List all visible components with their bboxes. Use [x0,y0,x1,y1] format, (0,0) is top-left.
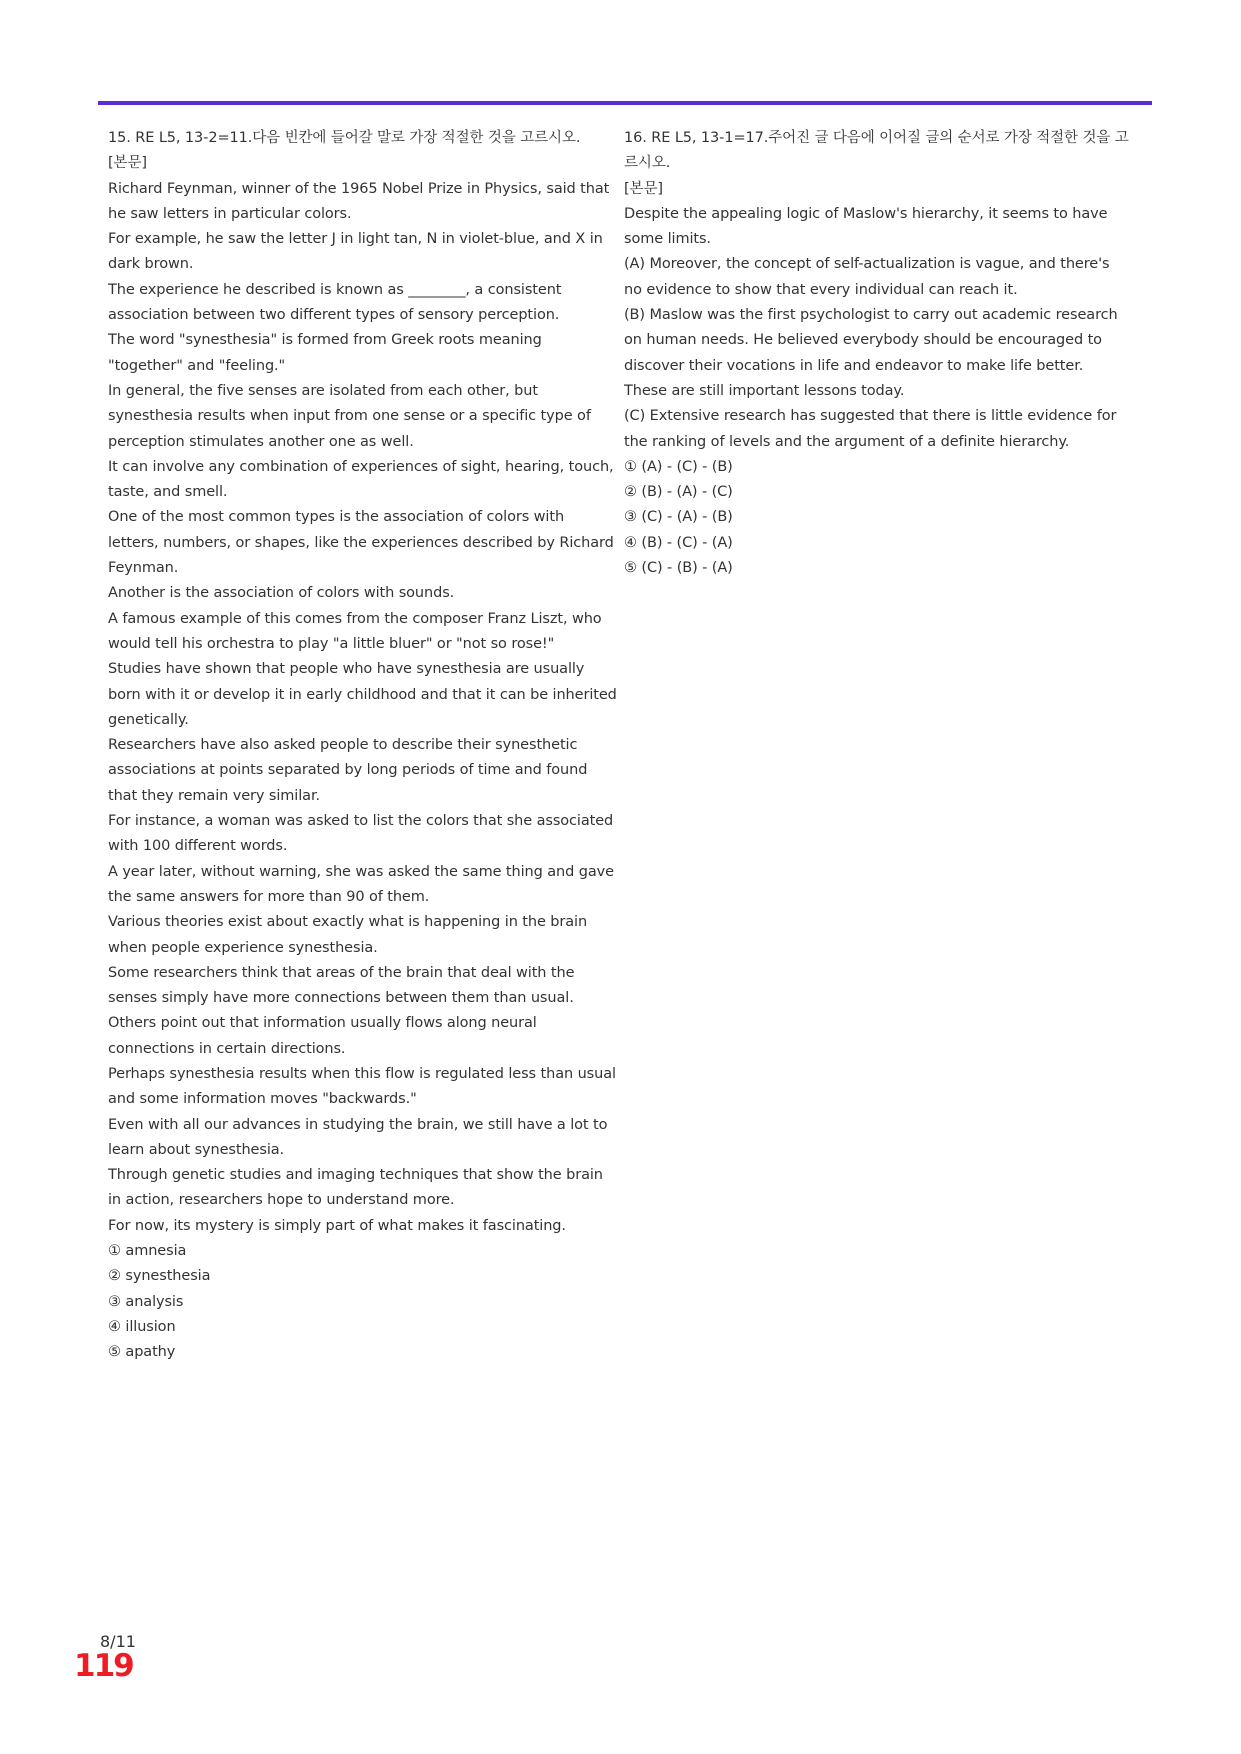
header-rule [98,101,1152,105]
passage-sentence: Researchers have also asked people to describe their synesthetic associations at points separated by long periods of time and found that they remain very similar. [108,737,588,804]
question-15-tag: [본문] [108,155,147,172]
passage-paragraph-b: (B) Maslow was the first psychologist to carry out academic research on human needs. He believed everybody should be encouraged to discover their vocations in life and endeavor to make life better. These are still important lessons today. [624,307,1118,399]
passage-sentence: Through genetic studies and imaging techniques that show the brain in action, researchers hope to understand more. [108,1167,603,1209]
passage-paragraph-a: (A) Moreover, the concept of self-actualization is vague, and there's no evidence to show that every individual can reach it. [624,256,1110,298]
passage-sentence: Studies have shown that people who have synesthesia are usually born with it or develop it in early childhood and that it can be inherited genetically. [108,661,617,728]
passage-sentence: A famous example of this comes from the composer Franz Liszt, who would tell his orchestra to play "a little bluer" or "not so rose!" [108,610,602,652]
brand-logo: 119 [74,1648,133,1684]
question-15-passage [108,177,618,1239]
passage-sentence: It can involve any combination of experiences of sight, hearing, touch, taste, and smell. [108,458,614,501]
answer-option-1: ① amnesia [108,1243,187,1260]
passage-sentence: For instance, a woman was asked to list the colors that she associated with 100 different words. [108,813,614,855]
question-16-title: 16. RE L5, 13-1=17.주어진 글 다음에 이어질 글의 순서로 가장 적절한 것을 고르시오. [624,130,1129,172]
answer-option-2: ② (B) - (A) - (C) [624,484,733,501]
passage-sentence: Another is the association of colors with sounds. [108,585,455,602]
question-16-tag: [본문] [624,180,663,197]
question-15 [108,126,618,1366]
question-16-options [624,455,1130,581]
answer-option-3: ③ (C) - (A) - (B) [624,509,733,526]
passage-sentence: Some researchers think that areas of the brain that deal with the senses simply have more connections between them than usual. [108,964,575,1007]
passage-sentence: In general, the five senses are isolated from each other, but synesthesia results when input from one sense or a specific type of perception stimulates another one as well. [108,382,591,450]
answer-option-2: ② synesthesia [108,1268,211,1285]
passage-sentence: Despite the appealing logic of Maslow's hierarchy, it seems to have some limits. [624,205,1108,248]
question-15-title: 15. RE L5, 13-2=11.다음 빈칸에 들어갈 말로 가장 적절한 것을 고르시오. [108,130,581,146]
passage-paragraph-c: (C) Extensive research has suggested that there is little evidence for the ranking of levels and the argument of a definite hierarchy. [624,408,1117,450]
passage-sentence: Perhaps synesthesia results when this flow is regulated less than usual and some information moves "backwards." [108,1065,616,1108]
page-number: 8/11 [100,1632,136,1651]
passage-sentence: The word "synesthesia" is formed from Greek roots meaning "together" and "feeling." [108,332,542,374]
answer-option-5: ⑤ (C) - (B) - (A) [624,560,733,577]
question-16 [624,126,1130,581]
passage-sentence: A year later, without warning, she was asked the same thing and gave the same answers for more than 90 of them. [108,863,614,905]
passage-sentence: One of the most common types is the association of colors with letters, numbers, or shapes, like the experiences described by Richard Feynman. [108,509,614,577]
passage-sentence: Various theories exist about exactly what is happening in the brain when people experience synesthesia. [108,914,588,956]
passage-sentence: For now, its mystery is simply part of what makes it fascinating. [108,1217,566,1234]
passage-sentence: Others point out that information usually flows along neural connections in certain directions. [108,1015,537,1057]
answer-option-1: ① (A) - (C) - (B) [624,458,733,475]
passage-sentence: For example, he saw the letter J in light tan, N in violet-blue, and X in dark brown. [108,231,603,273]
passage-sentence: Richard Feynman, winner of the 1965 Nobel Prize in Physics, said that he saw letters in particular colors. [108,180,610,222]
answer-option-3: ③ analysis [108,1293,184,1310]
answer-option-4: ④ (B) - (C) - (A) [624,534,733,551]
passage-sentence: Even with all our advances in studying the brain, we still have a lot to learn about synesthesia. [108,1116,608,1158]
question-16-passage [624,202,1130,455]
passage-sentence: The experience he described is known as ________, a consistent association between two different types of sensory perception. [108,281,562,324]
answer-option-5: ⑤ apathy [108,1344,176,1361]
question-15-options [108,1239,618,1365]
answer-option-4: ④ illusion [108,1318,176,1335]
